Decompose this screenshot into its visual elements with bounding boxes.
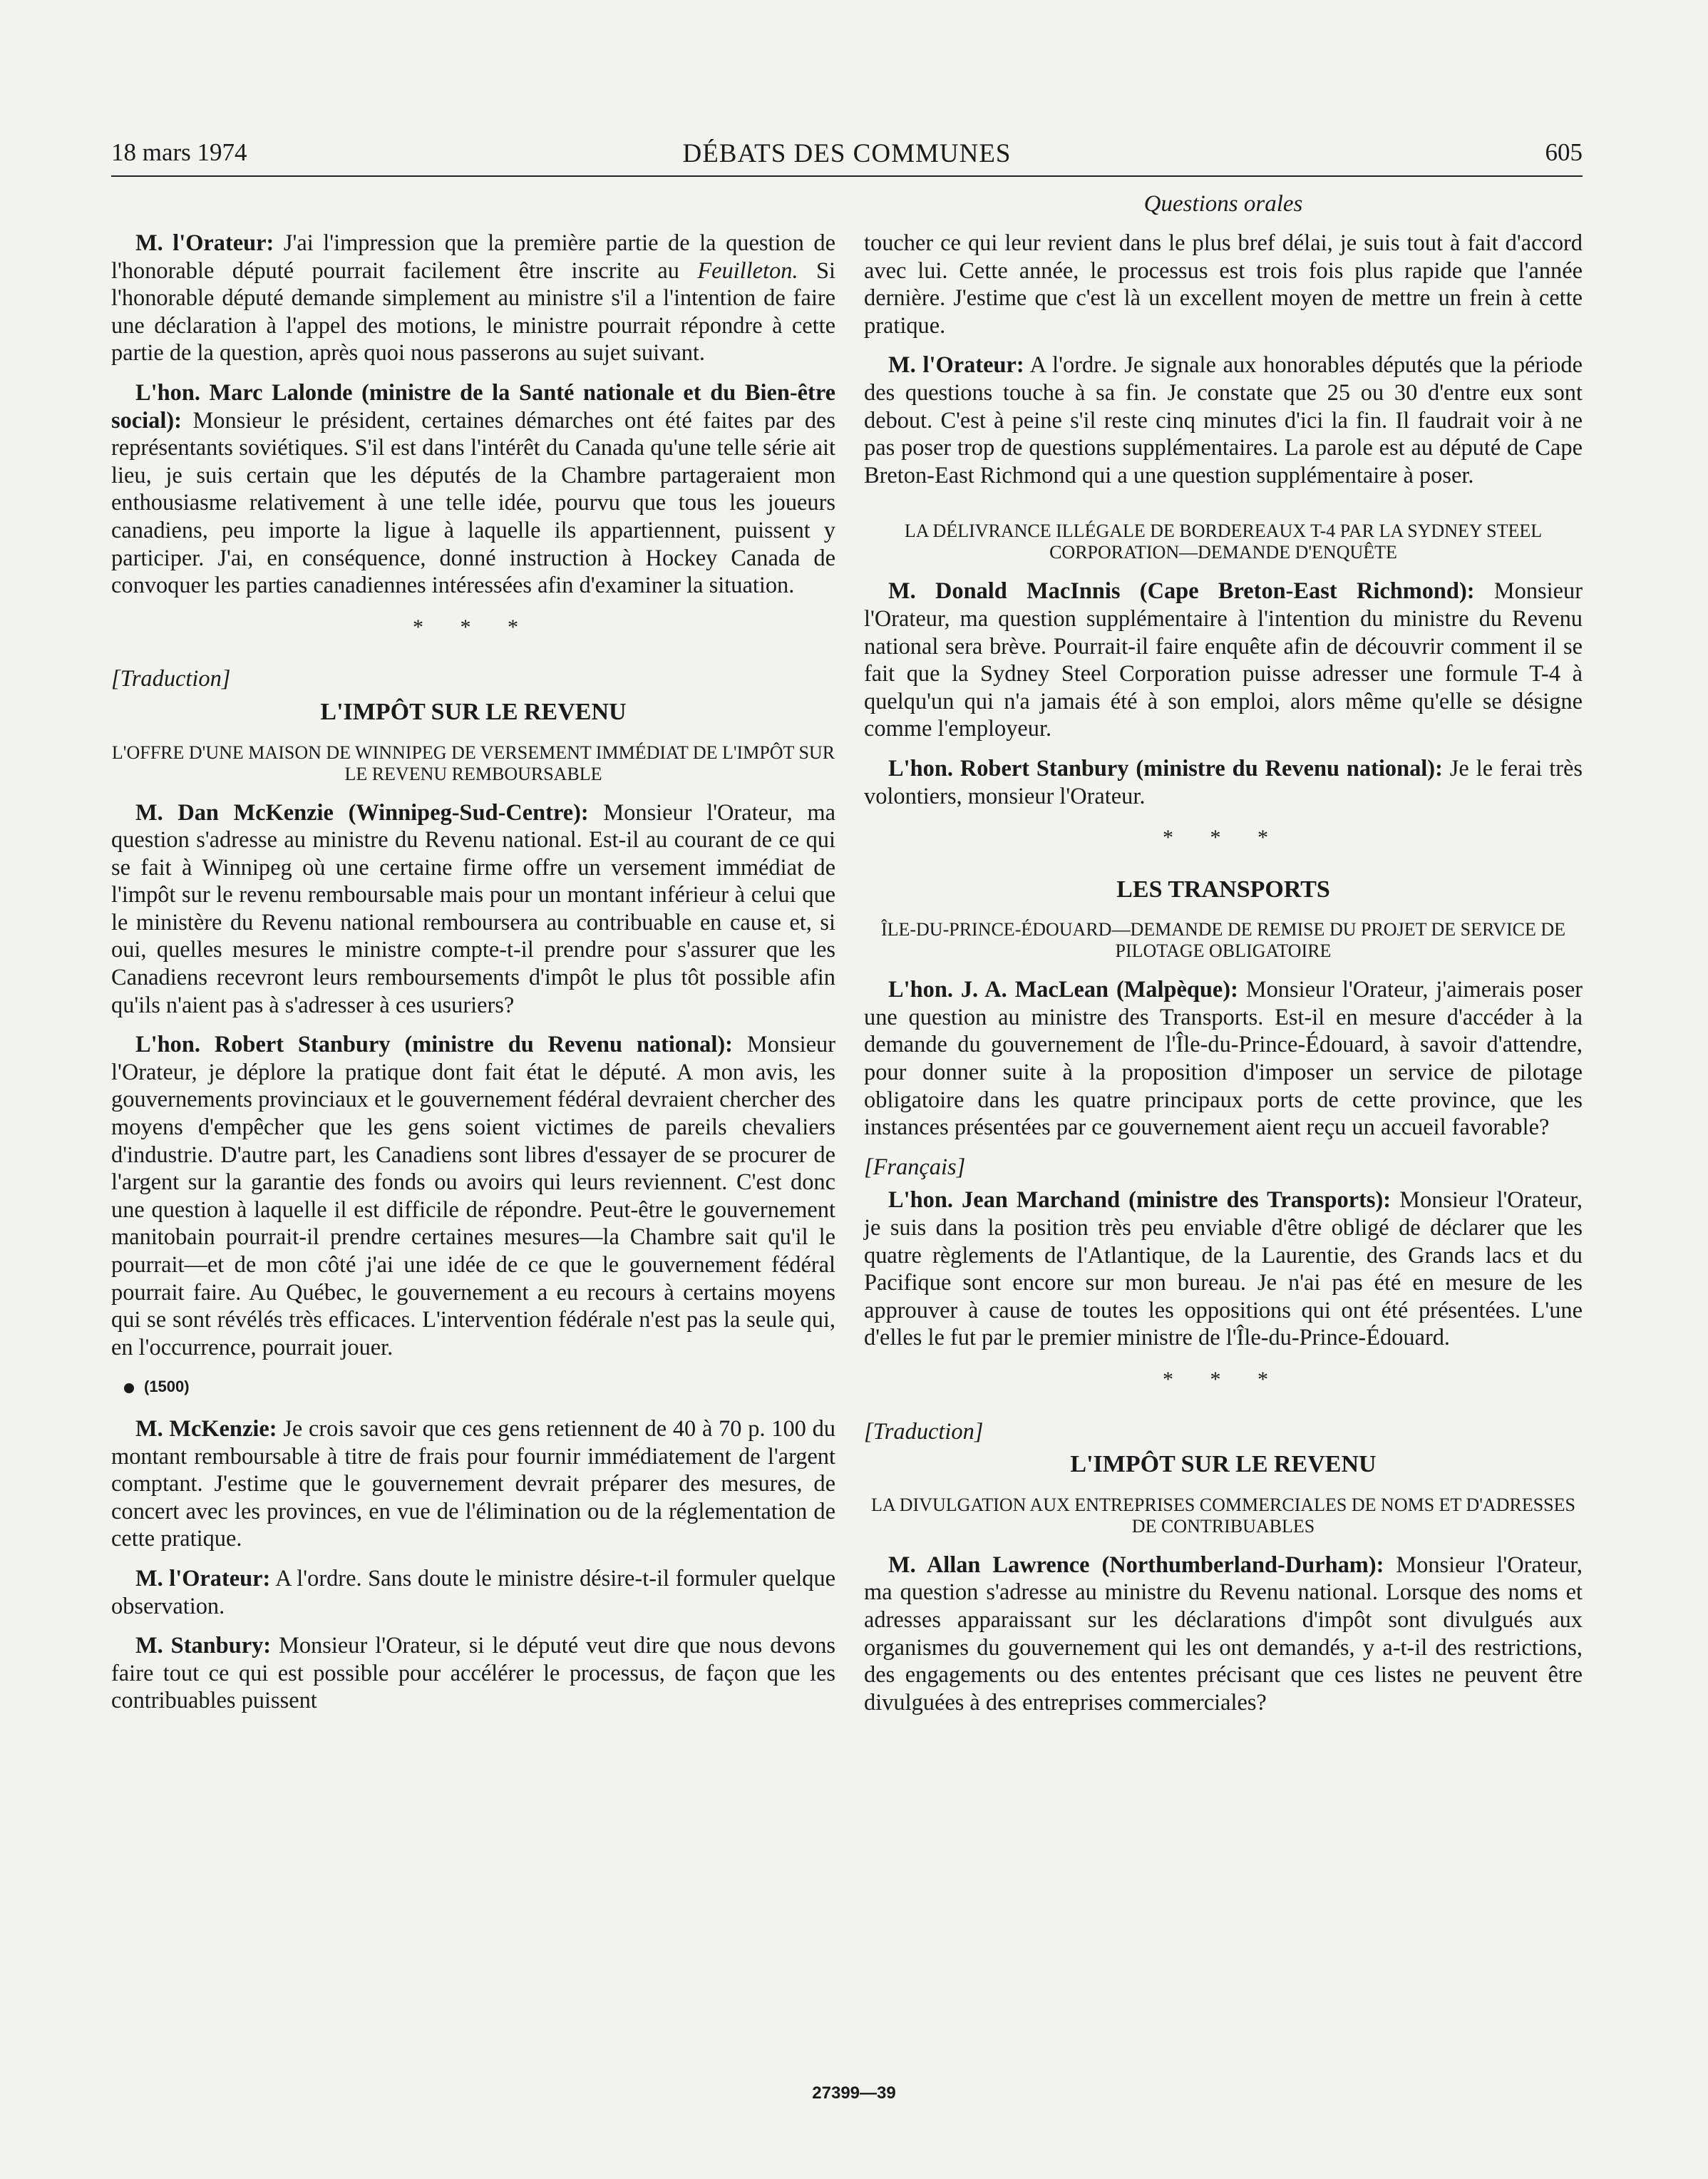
- speech-text: Monsieur le président, certaines démarches ont été faites par des représentants soviétiques. S'il est dans l'intérêt du Canada qu'une telle série ait lieu, je suis certain que les députés de la Chambre partageraient mon enthousiasme relativement à une telle idée, pourvu que tous les joueurs canadiens, peu importe la ligue à laquelle ils appartiennent, puissent y participer. J'ai, en conséquence, donné instruction à Hockey Canada de convoquer les parties canadiennes intéressées afin d'examiner la situation.: [111, 407, 835, 599]
- section-heading: L'IMPÔT SUR LE REVENU: [1070, 1451, 1377, 1478]
- speaker-name: M. Donald MacInnis (Cape Breton-East Richmond):: [888, 578, 1475, 605]
- speaker-name: M. l'Orateur:: [135, 230, 274, 256]
- paragraph: [864, 578, 1583, 743]
- speech-text: Monsieur l'Orateur, j'aimerais poser une question au ministre des Transports. Est-il en mesure d'accéder à la demande du gouvernement de l'Île-du-Prince-Édouard, à savoir d'attendre, pour donner suite à la proposition d'imposer un service de pilotage obligatoire dans les quatre principaux ports de cette province, que les instances présentées par ce gouvernement aient reçu un accueil favorable?: [864, 977, 1583, 1141]
- paragraph: [111, 1031, 835, 1361]
- speaker-name: L'hon. Robert Stanbury (ministre du Revenu national):: [888, 755, 1443, 781]
- paragraph: [864, 352, 1583, 489]
- speech-text: Monsieur l'Orateur, ma question supplémentaire à l'intention du ministre du Revenu national sera brève. Pourrait-il faire enquête afin de découvrir comment il se fait que la Sydney Steel Corporation puisse adresser une formule T-4 à quelqu'un qui n'a jamais été à son emploi, alors même qu'elle se désigne comme l'employeur.: [864, 578, 1583, 742]
- paragraph: [111, 1565, 835, 1620]
- page-number: 605: [1545, 138, 1583, 166]
- paragraph: [111, 230, 835, 367]
- speaker-name: M. McKenzie:: [135, 1415, 277, 1442]
- speech-text: toucher ce qui leur revient dans le plus bref délai, je suis tout à fait d'accord avec lui. Cette année, le processus est trois fois plus rapide que l'année dernière. J'estime que c'est là un excellent moyen de mettre un frein à cette pratique.: [864, 230, 1583, 339]
- header-date: 18 mars 1974: [111, 138, 247, 166]
- speaker-name: L'hon. Marc Lalonde (ministre de la Santé nationale et du Bien-être social):: [111, 379, 835, 434]
- sub-heading: L'OFFRE D'UNE MAISON DE WINNIPEG DE VERSEMENT IMMÉDIAT DE L'IMPÔT SUR LE REVENU REMBOURSABLE: [111, 742, 835, 784]
- paragraph: [111, 1415, 835, 1553]
- section-separator: * * *: [413, 615, 534, 639]
- time-stamp: (1500): [144, 1378, 190, 1396]
- speech-text: Monsieur l'Orateur, si le député veut dire que nous devons faire tout ce qui est possible pour accélérer le processus, de façon que les contribuables puissent: [111, 1633, 835, 1714]
- paragraph: [864, 755, 1583, 810]
- speaker-name: M. l'Orateur:: [135, 1565, 271, 1591]
- section-separator: * * *: [1163, 826, 1284, 850]
- time-marker: [124, 1373, 835, 1401]
- sub-heading: ÎLE-DU-PRINCE-ÉDOUARD—DEMANDE DE REMISE DU PROJET DE SERVICE DE PILOTAGE OBLIGATOIRE: [880, 919, 1566, 962]
- speech-text: Monsieur l'Orateur, je suis dans la position très peu enviable d'être obligé de déclarer que les quatre règlements de l'Atlantique, de la Laurentie, des Grands lacs et du Pacifique sont encore sur mon bureau. Je n'ai pas été en mesure de les approuver à cause de toutes les oppositions qui ont été présentées. L'une d'elles le fut par le premier ministre de l'Île-du-Prince-Édouard.: [864, 1187, 1583, 1351]
- speaker-name: L'hon. J. A. MacLean (Malpèque):: [888, 977, 1238, 1003]
- right-column: [864, 230, 1583, 1728]
- speech-text: Je crois savoir que ces gens retiennent de 40 à 70 p. 100 du montant remboursable à titre de frais pour fournir immédiatement de l'argent comptant. J'estime que le gouvernement devrait préparer des mesures, de concert avec les provinces, en vue de l'élimination ou de la réglementation de cette pratique.: [111, 1415, 836, 1552]
- language-note: [Traduction]: [864, 1418, 984, 1445]
- speaker-name: M. Stanbury:: [135, 1633, 272, 1659]
- section-separator: * * *: [1163, 1368, 1284, 1391]
- speech-text: Si l'honorable député demande simplement au ministre s'il a l'intention de faire une déclaration à l'appel des motions, le ministre pourrait répondre à cette partie de la question, après quoi nous passerons au sujet suivant.: [111, 257, 835, 366]
- header-title: DÉBATS DES COMMUNES: [682, 139, 1012, 168]
- page-header: [111, 138, 1583, 177]
- paragraph: [111, 799, 835, 1020]
- language-note: [Traduction]: [111, 666, 231, 692]
- speaker-name: L'hon. Jean Marchand (ministre des Transports):: [888, 1187, 1391, 1214]
- speech-text: Monsieur l'Orateur, je déplore la pratique dont fait état le député. A mon avis, les gouvernements provinciaux et le gouvernement fédéral devraient chercher des moyens d'empêcher que les gens soient victimes de pareils chevaliers d'industrie. D'autre part, les Canadiens sont libres d'essayer de se procurer de l'argent sur la garantie des fonds ou avoirs qui leurs reviennent. C'est donc une question à laquelle il est difficile de répondre. Peut-être le gouvernement manitobain pourrait-il prendre certaines mesures—la Chambre sait qu'il le pourrait—et de mon côté j'ai une idée de ce que le gouvernement fédéral pourrait faire. Au Québec, le gouvernement a eu recours à certains moyens qui se sont révélés très efficaces. L'intervention fédérale n'est pas la seule qui, en l'occurrence, pourrait jouer.: [111, 1032, 835, 1360]
- speech-text: J'ai l'impression que la première partie de la question de l'honorable député pourrait facilement être inscrite au: [111, 230, 836, 284]
- section-heading: LES TRANSPORTS: [1116, 876, 1330, 903]
- speech-text: A l'ordre. Je signale aux honorables députés que la période des questions touche à sa fin. Je constate que 25 ou 30 d'entre eux sont debout. C'est à peine s'il reste cinq minutes d'ici la fin. Il faudrait voir à ne pas poser trop de questions supplémentaires. La parole est au député de Cape Breton-East Richmond qui a une question supplémentaire à poser.: [864, 352, 1583, 488]
- section-subheader: Questions orales: [1143, 191, 1303, 217]
- paragraph: [864, 230, 1583, 339]
- page-footer: 27399—39: [812, 2083, 896, 2103]
- speaker-name: L'hon. Robert Stanbury (ministre du Revenu national):: [135, 1032, 733, 1058]
- paragraph: [111, 1632, 835, 1715]
- paragraph: [864, 1552, 1583, 1717]
- paragraph: [864, 976, 1583, 1142]
- paragraph: [864, 1186, 1583, 1352]
- italic-term: Feuilleton.: [697, 257, 798, 284]
- sub-heading: LA DÉLIVRANCE ILLÉGALE DE BORDEREAUX T-4 PAR LA SYDNEY STEEL CORPORATION—DEMANDE D'ENQUÊTE: [904, 521, 1543, 563]
- speech-text: Je le ferai très volontiers, monsieur l'Orateur.: [864, 755, 1583, 809]
- sub-heading: LA DIVULGATION AUX ENTREPRISES COMMERCIALES DE NOMS ET D'ADRESSES DE CONTRIBUABLES: [871, 1494, 1575, 1537]
- left-column: [111, 230, 835, 1727]
- speaker-name: M. l'Orateur:: [888, 352, 1024, 379]
- paragraph: [111, 379, 835, 600]
- speech-text: Monsieur l'Orateur, ma question s'adresse au ministre du Revenu national. Lorsque des noms et adresses apparaissant sur les déclarations d'impôt sont divulgués aux organismes du gouvernement qui les ont demandés, y a-t-il des restrictions, des engagements ou des ententes précisant que ces listes ne peuvent être divulguées à des entreprises commerciales?: [864, 1552, 1583, 1716]
- speech-text: A l'ordre. Sans doute le ministre désire-t-il formuler quelque observation.: [111, 1565, 835, 1619]
- speaker-name: M. Dan McKenzie (Winnipeg-Sud-Centre):: [135, 799, 589, 826]
- speaker-name: M. Allan Lawrence (Northumberland-Durham):: [888, 1552, 1384, 1578]
- language-note: [Français]: [864, 1154, 966, 1180]
- bullet-icon: [124, 1383, 134, 1393]
- speech-text: Monsieur l'Orateur, ma question s'adresse au ministre du Revenu national. Est-il au courant de ce qui se fait à Winnipeg où une certaine firme offre un versement immédiat de l'impôt sur le revenu remboursable mais pour un montant inférieur à celui que le ministère du Revenu national remboursera au contribuable en cause et, si oui, quelles mesures le ministre compte-t-il prendre pour s'assurer que les Canadiens recevront leurs remboursements d'impôt le plus tôt possible afin qu'ils n'aient pas à s'adresser à ces usuriers?: [111, 799, 835, 1018]
- section-heading: L'IMPÔT SUR LE REVENU: [320, 698, 627, 725]
